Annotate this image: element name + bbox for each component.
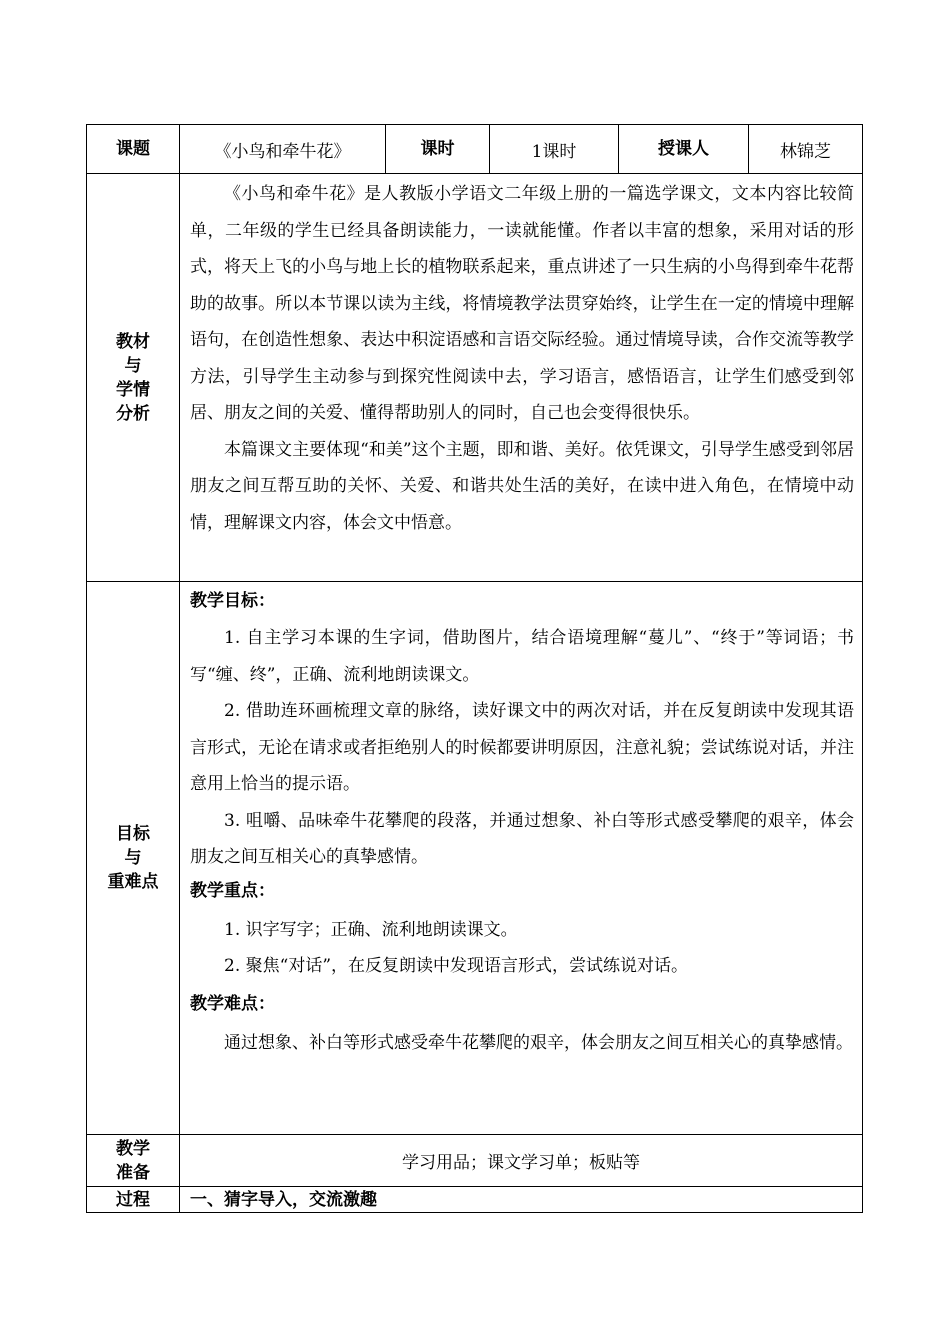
objective-item: 2. 借助连环画梳理文章的脉络，读好课文中的两次对话，并在反复朗读中发现其语言形式，无论在请求或者拒绝别人的时候都要讲明原因，注意礼貌；尝试练说对话，并注意用上恰当的提示语。 [190,701,854,794]
period-value: 1课时 [490,125,619,174]
preparation-label: 教学 准备 [87,1135,180,1187]
topic-label: 课题 [87,125,180,174]
analysis-label: 教材 与 学情 分析 [87,174,180,582]
difficulty-text: 通过想象、补白等形式感受牵牛花攀爬的艰辛，体会朋友之间互相关心的真挚感情。 [224,1032,853,1053]
period-label: 课时 [386,125,490,174]
topic-value: 《小鸟和牵牛花》 [180,125,386,174]
key-point-item: 1. 识字写字；正确、流利地朗读课文。 [224,919,518,940]
header-row [87,125,863,174]
analysis-row [87,174,863,582]
teacher-value: 林锦芝 [749,125,863,174]
lesson-plan-table [86,124,863,1213]
process-label: 过程 [87,1187,180,1213]
key-points-heading: 教学重点： [190,880,275,901]
preparation-row [87,1135,863,1187]
objective-item: 1. 自主学习本课的生字词，借助图片，结合语境理解“蔓儿”、“终于”等词语；书写“缠、终”，正确、流利地朗读课文。 [190,628,854,685]
objectives-heading: 教学目标： [190,591,275,611]
analysis-paragraph: 本篇课文主要体现“和美”这个主题，即和谐、美好。依凭课文，引导学生感受到邻居朋友之间互帮互助的关怀、关爱、和谐共处生活的美好，在读中进入角色，在情境中动情，理解课文内容，体会文中悟意。 [190,439,854,533]
difficulty-heading: 教学难点： [190,993,275,1014]
goals-content [180,582,863,1135]
goals-row [87,582,863,1135]
objective-item: 3. 咀嚼、品味牵牛花攀爬的段落，并通过想象、补白等形式感受攀爬的艰辛，体会朋友之间互相关心的真挚感情。 [190,810,854,867]
preparation-value: 学习用品；课文学习单；板贴等 [180,1135,863,1187]
analysis-paragraph: 《小鸟和牵牛花》是人教版小学语文二年级上册的一篇选学课文，文本内容比较简单，二年级的学生已经具备朗读能力，一读就能懂。作者以丰富的想象，采用对话的形式，将天上飞的小鸟与地上长的植物联系起来，重点讲述了一只生病的小鸟得到牵牛花帮助的故事。所以本节课以读为主线，将情境教学法贯穿始终，让学生在一定的情境中理解语句，在创造性想象、表达中积淀语感和言语交际经验。通过情境导读，合作交流等教学方法，引导学生主动参与到探究性阅读中去，学习语言，感悟语言，让学生们感受到邻居、朋友之间的关爱、懂得帮助别人的同时，自己也会变得很快乐。 [190,184,854,423]
goals-label: 目标 与 重难点 [87,582,180,1135]
process-row [87,1187,863,1213]
analysis-content [180,174,863,582]
process-first-step: 一、猜字导入，交流激趣 [180,1187,863,1213]
teacher-label: 授课人 [619,125,749,174]
key-point-item: 2. 聚焦“对话”，在反复朗读中发现语言形式，尝试练说对话。 [224,956,689,976]
